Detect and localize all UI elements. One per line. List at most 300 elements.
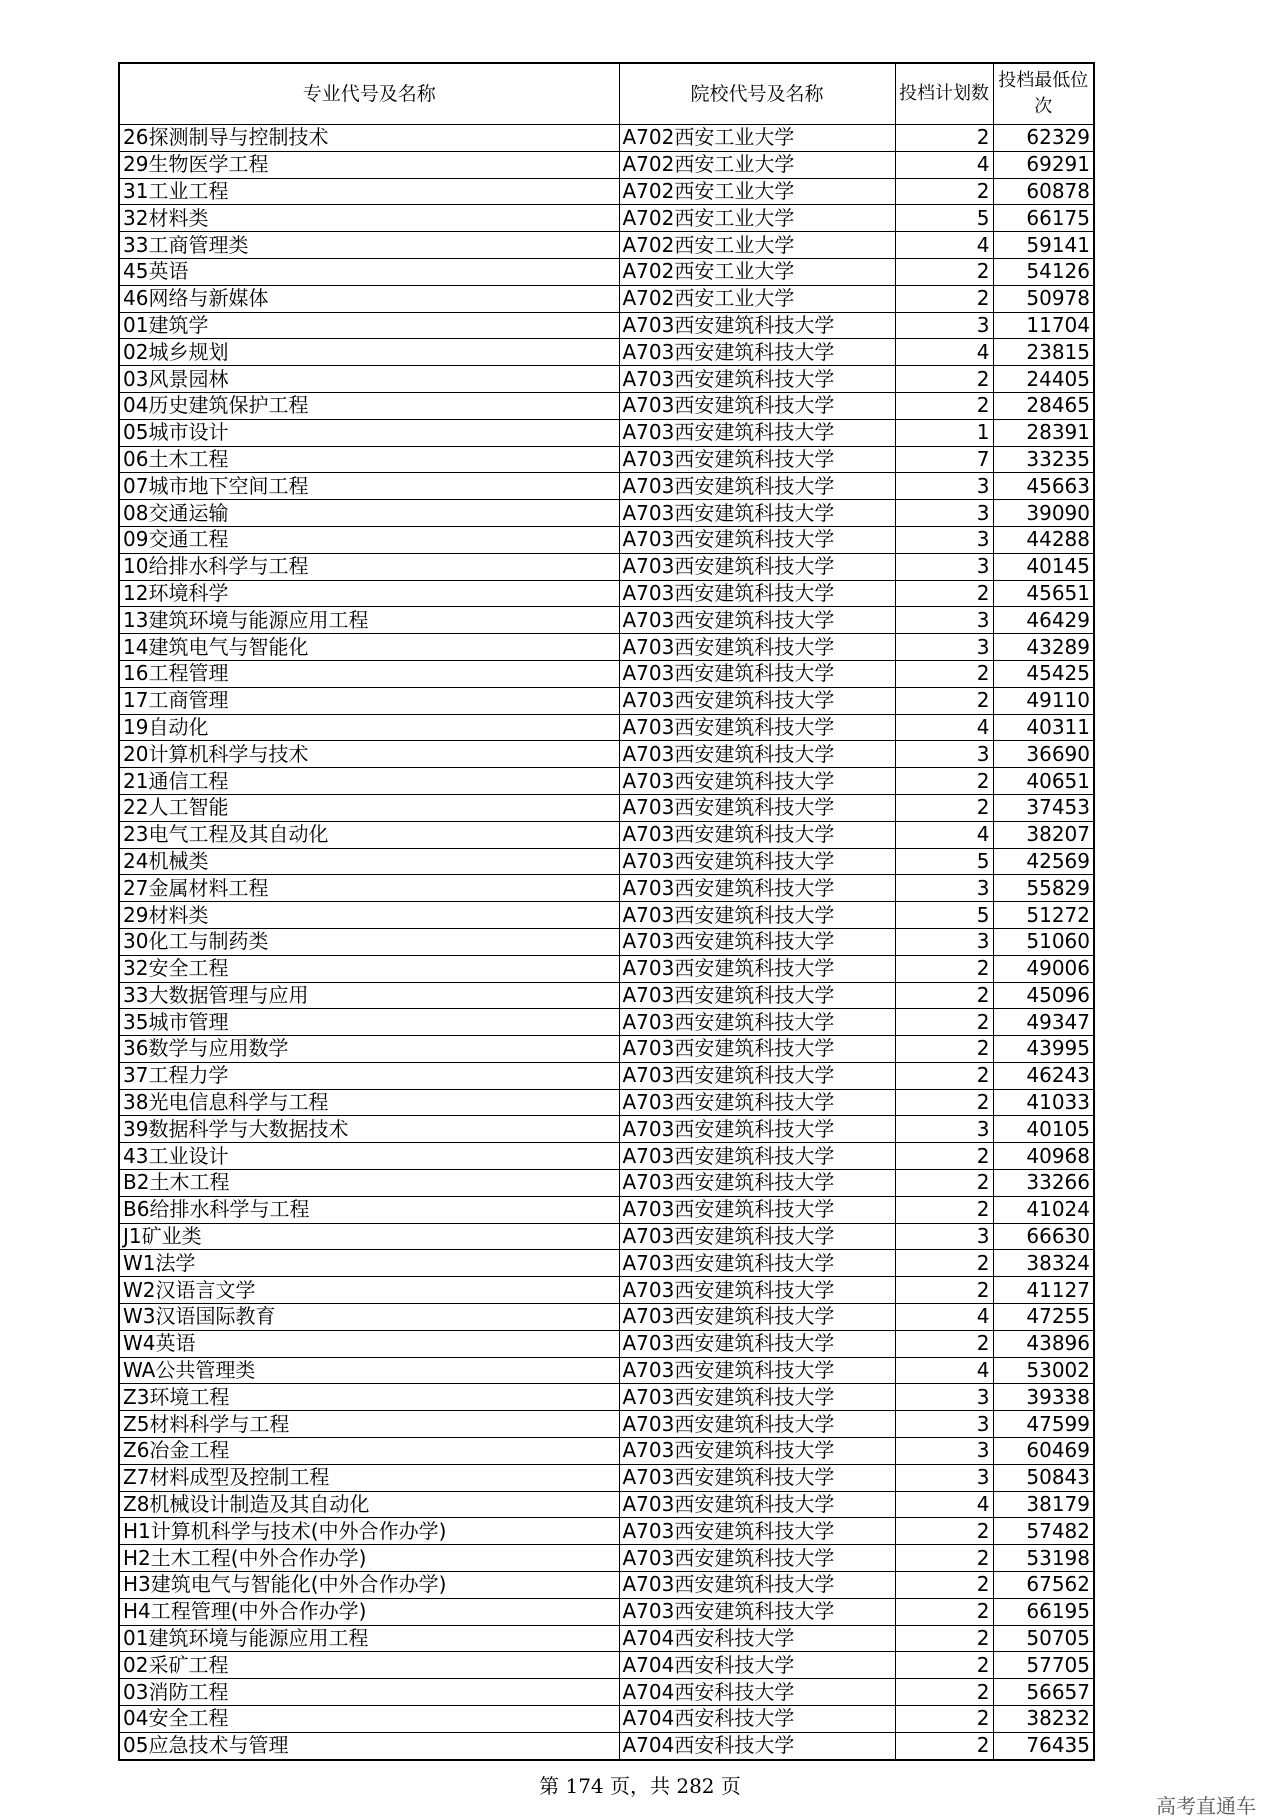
cell-school: A703西安建筑科技大学	[619, 580, 895, 607]
cell-major: 29材料类	[119, 902, 619, 929]
table-row	[119, 1357, 1094, 1384]
cell-major: 20计算机科学与技术	[119, 741, 619, 768]
cell-plan-count: 3	[895, 1116, 993, 1143]
table-row	[119, 1625, 1094, 1652]
cell-min-rank: 33266	[993, 1170, 1094, 1197]
cell-school: A703西安建筑科技大学	[619, 1277, 895, 1304]
cell-plan-count: 4	[895, 339, 993, 366]
table-row	[119, 928, 1094, 955]
cell-major: 04安全工程	[119, 1706, 619, 1733]
cell-min-rank: 45663	[993, 473, 1094, 500]
table-row	[119, 1518, 1094, 1545]
cell-major: 08交通运输	[119, 500, 619, 527]
cell-school: A703西安建筑科技大学	[619, 1357, 895, 1384]
table-row	[119, 1277, 1094, 1304]
table-row	[119, 1116, 1094, 1143]
table-row	[119, 1706, 1094, 1733]
cell-major: 37工程力学	[119, 1062, 619, 1089]
cell-major: 30化工与制药类	[119, 928, 619, 955]
table-header-row	[119, 63, 1094, 125]
cell-school: A704西安科技大学	[619, 1706, 895, 1733]
table-row	[119, 553, 1094, 580]
cell-plan-count: 5	[895, 848, 993, 875]
cell-major: 32材料类	[119, 205, 619, 232]
cell-major: B2土木工程	[119, 1170, 619, 1197]
cell-school: A703西安建筑科技大学	[619, 1143, 895, 1170]
cell-major: 46网络与新媒体	[119, 285, 619, 312]
table-row	[119, 1036, 1094, 1063]
cell-plan-count: 2	[895, 1706, 993, 1733]
cell-major: 38光电信息科学与工程	[119, 1089, 619, 1116]
cell-school: A703西安建筑科技大学	[619, 419, 895, 446]
table-row	[119, 1250, 1094, 1277]
cell-school: A703西安建筑科技大学	[619, 1545, 895, 1572]
cell-min-rank: 51272	[993, 902, 1094, 929]
cell-min-rank: 67562	[993, 1572, 1094, 1599]
cell-school: A704西安科技大学	[619, 1732, 895, 1759]
cell-school: A703西安建筑科技大学	[619, 473, 895, 500]
cell-school: A703西安建筑科技大学	[619, 312, 895, 339]
cell-school: A703西安建筑科技大学	[619, 1491, 895, 1518]
cell-school: A702西安工业大学	[619, 285, 895, 312]
cell-school: A703西安建筑科技大学	[619, 1464, 895, 1491]
cell-plan-count: 2	[895, 1545, 993, 1572]
cell-school: A703西安建筑科技大学	[619, 875, 895, 902]
cell-min-rank: 49006	[993, 955, 1094, 982]
cell-school: A703西安建筑科技大学	[619, 553, 895, 580]
cell-major: H2土木工程(中外合作办学)	[119, 1545, 619, 1572]
cell-plan-count: 7	[895, 446, 993, 473]
cell-min-rank: 38324	[993, 1250, 1094, 1277]
cell-plan-count: 3	[895, 526, 993, 553]
table-row	[119, 339, 1094, 366]
table-row	[119, 1384, 1094, 1411]
cell-major: 21通信工程	[119, 768, 619, 795]
cell-school: A703西安建筑科技大学	[619, 1411, 895, 1438]
table-row	[119, 178, 1094, 205]
cell-plan-count: 2	[895, 285, 993, 312]
cell-plan-count: 2	[895, 1652, 993, 1679]
cell-plan-count: 4	[895, 1357, 993, 1384]
table-row	[119, 580, 1094, 607]
cell-plan-count: 2	[895, 1732, 993, 1759]
cell-plan-count: 2	[895, 1089, 993, 1116]
cell-school: A703西安建筑科技大学	[619, 848, 895, 875]
cell-major: 45英语	[119, 258, 619, 285]
cell-plan-count: 2	[895, 768, 993, 795]
cell-major: 22人工智能	[119, 794, 619, 821]
cell-plan-count: 3	[895, 1464, 993, 1491]
cell-major: 36数学与应用数学	[119, 1036, 619, 1063]
cell-plan-count: 4	[895, 151, 993, 178]
cell-min-rank: 45096	[993, 982, 1094, 1009]
cell-major: 17工商管理	[119, 687, 619, 714]
cell-school: A703西安建筑科技大学	[619, 366, 895, 393]
table-row	[119, 312, 1094, 339]
cell-plan-count: 2	[895, 258, 993, 285]
cell-min-rank: 23815	[993, 339, 1094, 366]
cell-school: A704西安科技大学	[619, 1625, 895, 1652]
cell-major: 33工商管理类	[119, 232, 619, 259]
header-plan-count: 投档计划数	[895, 63, 993, 125]
cell-min-rank: 44288	[993, 526, 1094, 553]
cell-plan-count: 4	[895, 714, 993, 741]
header-school: 院校代号及名称	[619, 63, 895, 125]
cell-min-rank: 40145	[993, 553, 1094, 580]
table-row	[119, 285, 1094, 312]
cell-major: J1矿业类	[119, 1223, 619, 1250]
cell-plan-count: 3	[895, 553, 993, 580]
cell-min-rank: 24405	[993, 366, 1094, 393]
cell-school: A703西安建筑科技大学	[619, 607, 895, 634]
cell-major: 02采矿工程	[119, 1652, 619, 1679]
cell-major: H3建筑电气与智能化(中外合作办学)	[119, 1572, 619, 1599]
cell-min-rank: 50978	[993, 285, 1094, 312]
cell-min-rank: 49110	[993, 687, 1094, 714]
cell-plan-count: 3	[895, 607, 993, 634]
cell-min-rank: 45425	[993, 660, 1094, 687]
cell-plan-count: 2	[895, 1625, 993, 1652]
cell-min-rank: 40105	[993, 1116, 1094, 1143]
cell-plan-count: 3	[895, 928, 993, 955]
cell-school: A703西安建筑科技大学	[619, 1036, 895, 1063]
cell-major: Z5材料科学与工程	[119, 1411, 619, 1438]
cell-major: 16工程管理	[119, 660, 619, 687]
table-row	[119, 634, 1094, 661]
cell-plan-count: 3	[895, 1223, 993, 1250]
cell-school: A703西安建筑科技大学	[619, 1062, 895, 1089]
cell-school: A703西安建筑科技大学	[619, 1518, 895, 1545]
cell-plan-count: 2	[895, 1170, 993, 1197]
cell-min-rank: 28465	[993, 392, 1094, 419]
cell-major: 03风景园林	[119, 366, 619, 393]
cell-school: A703西安建筑科技大学	[619, 1170, 895, 1197]
cell-min-rank: 11704	[993, 312, 1094, 339]
cell-min-rank: 40968	[993, 1143, 1094, 1170]
cell-school: A702西安工业大学	[619, 151, 895, 178]
cell-major: Z7材料成型及控制工程	[119, 1464, 619, 1491]
cell-major: Z3环境工程	[119, 1384, 619, 1411]
cell-major: 01建筑环境与能源应用工程	[119, 1625, 619, 1652]
cell-major: Z6冶金工程	[119, 1438, 619, 1465]
cell-plan-count: 2	[895, 660, 993, 687]
cell-major: 32安全工程	[119, 955, 619, 982]
cell-major: 27金属材料工程	[119, 875, 619, 902]
cell-major: 13建筑环境与能源应用工程	[119, 607, 619, 634]
cell-min-rank: 41127	[993, 1277, 1094, 1304]
cell-school: A703西安建筑科技大学	[619, 1089, 895, 1116]
cell-plan-count: 3	[895, 312, 993, 339]
cell-plan-count: 2	[895, 178, 993, 205]
cell-min-rank: 36690	[993, 741, 1094, 768]
cell-school: A703西安建筑科技大学	[619, 1572, 895, 1599]
cell-plan-count: 2	[895, 982, 993, 1009]
cell-school: A703西安建筑科技大学	[619, 955, 895, 982]
cell-min-rank: 57482	[993, 1518, 1094, 1545]
cell-min-rank: 39090	[993, 500, 1094, 527]
cell-school: A702西安工业大学	[619, 258, 895, 285]
cell-plan-count: 2	[895, 1572, 993, 1599]
table-row	[119, 794, 1094, 821]
cell-major: 05应急技术与管理	[119, 1732, 619, 1759]
cell-plan-count: 2	[895, 794, 993, 821]
cell-major: 19自动化	[119, 714, 619, 741]
table-row	[119, 741, 1094, 768]
table-row	[119, 1732, 1094, 1759]
cell-school: A703西安建筑科技大学	[619, 928, 895, 955]
cell-min-rank: 57705	[993, 1652, 1094, 1679]
cell-plan-count: 3	[895, 473, 993, 500]
cell-major: 12环境科学	[119, 580, 619, 607]
cell-school: A703西安建筑科技大学	[619, 1438, 895, 1465]
cell-school: A703西安建筑科技大学	[619, 794, 895, 821]
cell-plan-count: 2	[895, 366, 993, 393]
cell-school: A703西安建筑科技大学	[619, 982, 895, 1009]
table-row	[119, 875, 1094, 902]
table-row	[119, 151, 1094, 178]
cell-plan-count: 3	[895, 500, 993, 527]
table-row	[119, 366, 1094, 393]
cell-major: 29生物医学工程	[119, 151, 619, 178]
cell-min-rank: 41024	[993, 1196, 1094, 1223]
cell-plan-count: 1	[895, 419, 993, 446]
cell-min-rank: 42569	[993, 848, 1094, 875]
table-row	[119, 1089, 1094, 1116]
cell-min-rank: 37453	[993, 794, 1094, 821]
cell-major: 33大数据管理与应用	[119, 982, 619, 1009]
cell-min-rank: 43995	[993, 1036, 1094, 1063]
table-row	[119, 125, 1094, 152]
table-row	[119, 902, 1094, 929]
cell-min-rank: 46243	[993, 1062, 1094, 1089]
cell-school: A703西安建筑科技大学	[619, 634, 895, 661]
table-row	[119, 1572, 1094, 1599]
cell-major: W1法学	[119, 1250, 619, 1277]
cell-min-rank: 43289	[993, 634, 1094, 661]
cell-major: W2汉语言文学	[119, 1277, 619, 1304]
cell-min-rank: 66175	[993, 205, 1094, 232]
cell-major: 09交通工程	[119, 526, 619, 553]
cell-min-rank: 51060	[993, 928, 1094, 955]
table-row	[119, 1009, 1094, 1036]
cell-school: A702西安工业大学	[619, 125, 895, 152]
table-row	[119, 473, 1094, 500]
cell-min-rank: 39338	[993, 1384, 1094, 1411]
cell-major: H4工程管理(中外合作办学)	[119, 1598, 619, 1625]
cell-major: H1计算机科学与技术(中外合作办学)	[119, 1518, 619, 1545]
cell-school: A703西安建筑科技大学	[619, 500, 895, 527]
cell-min-rank: 66630	[993, 1223, 1094, 1250]
cell-major: 10给排水科学与工程	[119, 553, 619, 580]
cell-school: A703西安建筑科技大学	[619, 768, 895, 795]
cell-plan-count: 5	[895, 205, 993, 232]
cell-min-rank: 45651	[993, 580, 1094, 607]
cell-major: 07城市地下空间工程	[119, 473, 619, 500]
table-row	[119, 1196, 1094, 1223]
table-row	[119, 1170, 1094, 1197]
cell-major: 06土木工程	[119, 446, 619, 473]
cell-min-rank: 41033	[993, 1089, 1094, 1116]
table-row	[119, 446, 1094, 473]
cell-min-rank: 50705	[993, 1625, 1094, 1652]
table-row	[119, 1679, 1094, 1706]
table-row	[119, 1438, 1094, 1465]
cell-min-rank: 50843	[993, 1464, 1094, 1491]
cell-school: A703西安建筑科技大学	[619, 1304, 895, 1331]
cell-major: 31工业工程	[119, 178, 619, 205]
table-row	[119, 1652, 1094, 1679]
cell-school: A704西安科技大学	[619, 1652, 895, 1679]
cell-plan-count: 3	[895, 875, 993, 902]
table-row	[119, 1411, 1094, 1438]
cell-min-rank: 62329	[993, 125, 1094, 152]
cell-major: 01建筑学	[119, 312, 619, 339]
cell-min-rank: 47599	[993, 1411, 1094, 1438]
header-major: 专业代号及名称	[119, 63, 619, 125]
cell-major: 39数据科学与大数据技术	[119, 1116, 619, 1143]
cell-school: A703西安建筑科技大学	[619, 741, 895, 768]
cell-school: A703西安建筑科技大学	[619, 687, 895, 714]
cell-plan-count: 4	[895, 232, 993, 259]
table-row	[119, 955, 1094, 982]
cell-school: A703西安建筑科技大学	[619, 1598, 895, 1625]
table-row	[119, 1464, 1094, 1491]
cell-min-rank: 69291	[993, 151, 1094, 178]
cell-min-rank: 60469	[993, 1438, 1094, 1465]
cell-min-rank: 66195	[993, 1598, 1094, 1625]
cell-plan-count: 2	[895, 1062, 993, 1089]
cell-min-rank: 55829	[993, 875, 1094, 902]
cell-plan-count: 2	[895, 125, 993, 152]
cell-school: A703西安建筑科技大学	[619, 660, 895, 687]
table-row	[119, 687, 1094, 714]
cell-school: A703西安建筑科技大学	[619, 339, 895, 366]
table-row	[119, 714, 1094, 741]
cell-major: 43工业设计	[119, 1143, 619, 1170]
table-row	[119, 526, 1094, 553]
table-row	[119, 848, 1094, 875]
cell-plan-count: 3	[895, 634, 993, 661]
cell-min-rank: 54126	[993, 258, 1094, 285]
cell-major: W3汉语国际教育	[119, 1304, 619, 1331]
cell-major: WA公共管理类	[119, 1357, 619, 1384]
cell-plan-count: 2	[895, 1036, 993, 1063]
table-row	[119, 660, 1094, 687]
table-row	[119, 768, 1094, 795]
table-row	[119, 1062, 1094, 1089]
cell-major: 03消防工程	[119, 1679, 619, 1706]
cell-plan-count: 2	[895, 1277, 993, 1304]
cell-min-rank: 40651	[993, 768, 1094, 795]
admission-table	[118, 62, 1095, 1761]
table-row	[119, 205, 1094, 232]
cell-min-rank: 60878	[993, 178, 1094, 205]
table-row	[119, 1598, 1094, 1625]
cell-min-rank: 46429	[993, 607, 1094, 634]
cell-min-rank: 76435	[993, 1732, 1094, 1759]
cell-school: A702西安工业大学	[619, 205, 895, 232]
watermark: 高考直通车	[1156, 1794, 1256, 1818]
table-row	[119, 232, 1094, 259]
table-row	[119, 392, 1094, 419]
cell-school: A703西安建筑科技大学	[619, 446, 895, 473]
cell-major: W4英语	[119, 1330, 619, 1357]
cell-plan-count: 2	[895, 687, 993, 714]
cell-school: A702西安工业大学	[619, 178, 895, 205]
cell-school: A703西安建筑科技大学	[619, 392, 895, 419]
cell-major: 02城乡规划	[119, 339, 619, 366]
cell-plan-count: 2	[895, 580, 993, 607]
cell-major: 26探测制导与控制技术	[119, 125, 619, 152]
cell-plan-count: 3	[895, 1411, 993, 1438]
cell-school: A703西安建筑科技大学	[619, 714, 895, 741]
table-row	[119, 1491, 1094, 1518]
cell-plan-count: 4	[895, 1491, 993, 1518]
cell-plan-count: 3	[895, 741, 993, 768]
table-row	[119, 500, 1094, 527]
cell-school: A703西安建筑科技大学	[619, 1384, 895, 1411]
table-row	[119, 1143, 1094, 1170]
cell-plan-count: 4	[895, 821, 993, 848]
cell-plan-count: 2	[895, 1598, 993, 1625]
cell-min-rank: 49347	[993, 1009, 1094, 1036]
cell-plan-count: 5	[895, 902, 993, 929]
table-row	[119, 1223, 1094, 1250]
page-number: 第 174 页，共 282 页	[539, 1774, 741, 1798]
cell-plan-count: 4	[895, 1304, 993, 1331]
cell-plan-count: 2	[895, 1250, 993, 1277]
cell-major: B6给排水科学与工程	[119, 1196, 619, 1223]
cell-school: A703西安建筑科技大学	[619, 1196, 895, 1223]
table-body	[119, 125, 1094, 1760]
cell-plan-count: 3	[895, 1384, 993, 1411]
cell-major: 14建筑电气与智能化	[119, 634, 619, 661]
cell-plan-count: 2	[895, 955, 993, 982]
cell-min-rank: 28391	[993, 419, 1094, 446]
cell-major: 35城市管理	[119, 1009, 619, 1036]
cell-min-rank: 47255	[993, 1304, 1094, 1331]
cell-school: A703西安建筑科技大学	[619, 821, 895, 848]
table-row	[119, 1304, 1094, 1331]
cell-plan-count: 2	[895, 392, 993, 419]
cell-min-rank: 38179	[993, 1491, 1094, 1518]
cell-major: 04历史建筑保护工程	[119, 392, 619, 419]
cell-plan-count: 2	[895, 1196, 993, 1223]
cell-school: A702西安工业大学	[619, 232, 895, 259]
cell-plan-count: 2	[895, 1009, 993, 1036]
cell-school: A703西安建筑科技大学	[619, 1009, 895, 1036]
cell-school: A704西安科技大学	[619, 1679, 895, 1706]
table-row	[119, 419, 1094, 446]
cell-plan-count: 2	[895, 1679, 993, 1706]
cell-plan-count: 2	[895, 1330, 993, 1357]
cell-school: A703西安建筑科技大学	[619, 1116, 895, 1143]
cell-major: 24机械类	[119, 848, 619, 875]
cell-school: A703西安建筑科技大学	[619, 902, 895, 929]
cell-min-rank: 43896	[993, 1330, 1094, 1357]
table-row	[119, 258, 1094, 285]
table-row	[119, 607, 1094, 634]
cell-min-rank: 59141	[993, 232, 1094, 259]
cell-school: A703西安建筑科技大学	[619, 1250, 895, 1277]
cell-min-rank: 33235	[993, 446, 1094, 473]
cell-major: 05城市设计	[119, 419, 619, 446]
header-min-rank: 投档最低位次	[993, 63, 1094, 125]
cell-min-rank: 53002	[993, 1357, 1094, 1384]
table-row	[119, 1545, 1094, 1572]
table-row	[119, 821, 1094, 848]
cell-min-rank: 40311	[993, 714, 1094, 741]
